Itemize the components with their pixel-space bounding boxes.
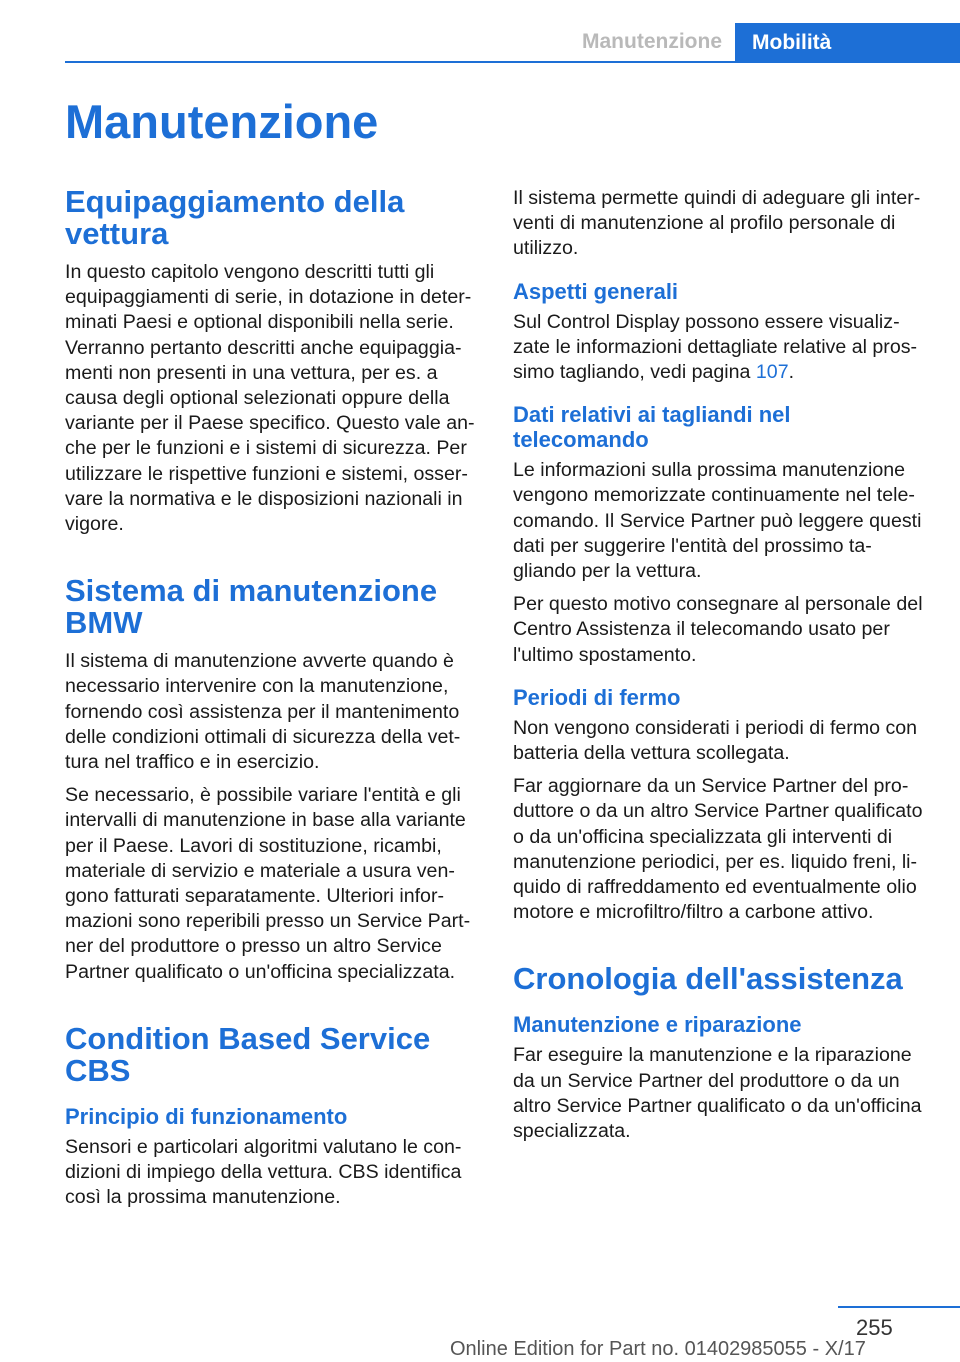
- paragraph-text: Sul Control Display possono essere visualiz-zate le informazioni dettagliate relative al pros-simo tagliando, vedi pagina: [513, 310, 918, 384]
- heading-cbs: Condition Based Service CBS: [65, 1020, 431, 1088]
- paragraph: Non vengono considerati i periodi di fermo con batteria della vettura scollegata.: [513, 716, 918, 765]
- footer-rule: [838, 1306, 960, 1308]
- paragraph-with-link: [513, 310, 927, 386]
- page-reference-link[interactable]: 107: [755, 361, 789, 384]
- footer-edition: Online Edition for Part no. 01402985055 - X/17: [450, 1338, 866, 1360]
- paragraph: Le informazioni sulla prossima manutenzione vengono memorizzate continuamente nel tele-comando. Il Service Partner può leggere questi dati per suggerire l'entità del prossimo ta-gliando per la vettura.: [513, 459, 922, 583]
- heading-cronologia: Cronologia dell'assistenza: [513, 961, 903, 997]
- subheading-periodi-fermo: Periodi di fermo: [513, 684, 681, 710]
- paragraph-text-end: .: [788, 361, 795, 384]
- paragraph: Per questo motivo consegnare al personale del Centro Assistenza il telecomando usato per l'ultimo spostamento.: [513, 593, 923, 666]
- paragraph: Sensori e particolari algoritmi valutano le con-dizioni di impiego della vettura. CBS identifica così la prossima manutenzione.: [65, 1135, 462, 1209]
- header-chapter-tab[interactable]: Mobilità: [735, 23, 960, 63]
- heading-sistema-manutenzione: Sistema di manutenzione BMW: [65, 573, 438, 641]
- header-rule: [65, 61, 960, 63]
- heading-equipaggiamento: Equipaggiamento della vettura: [65, 184, 405, 251]
- subheading-principio: Principio di funzionamento: [65, 1103, 348, 1129]
- subheading-manutenzione-riparazione: Manutenzione e riparazione: [513, 1012, 802, 1038]
- header-section-tab[interactable]: Manutenzione: [582, 30, 722, 53]
- left-column: [65, 186, 479, 1218]
- paragraph: In questo capitolo vengono descritti tutti gli equipaggiamenti di serie, in dotazione in deter-minati Paesi e optional disponibili nella serie. Verranno pertanto descritti anche equipaggia-menti non presenti in una vettura, per es. a causa degli optional selezionati oppure della variante per il Paese specifico. Questo vale an-che per le funzioni e i sistemi di sicurezza. Per utilizzare le rispettive funzioni e sistemi, osser-vare la normativa e le disposizioni nazionali in vigore.: [65, 261, 475, 536]
- page-title: Manutenzione: [65, 95, 379, 148]
- right-column: [513, 186, 927, 1152]
- paragraph: Far eseguire la manutenzione e la riparazione da un Service Partner del produttore o da un altro Service Partner qualificato o da un'officina specializzata.: [513, 1044, 922, 1143]
- paragraph: Far aggiornare da un Service Partner del pro-duttore o da un altro Service Partner qualificato o da un'officina specializzata gli interventi di manutenzione periodici, per es. liquido freni, li-quido di raffreddamento ed eventualmente olio motore e microfiltro/filtro a carbone attivo.: [513, 775, 923, 924]
- paragraph: Il sistema permette quindi di adeguare gli inter-venti di manutenzione al profilo personale di utilizzo.: [513, 187, 921, 260]
- paragraph: Se necessario, è possibile variare l'entità e gli intervalli di manutenzione in base alla variante per il Paese. Lavori di sostituzione, ricambi, materiale di servizio e materiale a usura ven-gono fatturati separatamente. Ulteriori infor-mazioni sono reperibili presso un Service Part-ner del produttore o presso un altro Service Partner qualificato o un'officina specializzata.: [65, 784, 471, 983]
- paragraph: Il sistema di manutenzione avverte quando è necessario intervenire con la manutenzione, fornendo così assistenza per il mantenimento delle condizioni ottimali di sicurezza della vet-tura nel traffico e in esercizio.: [65, 650, 461, 774]
- subheading-dati-tagliandi: Dati relativi ai tagliandi nel telecomando: [513, 402, 791, 453]
- page-number: 255: [856, 1315, 893, 1340]
- subheading-aspetti-generali: Aspetti generali: [513, 278, 679, 304]
